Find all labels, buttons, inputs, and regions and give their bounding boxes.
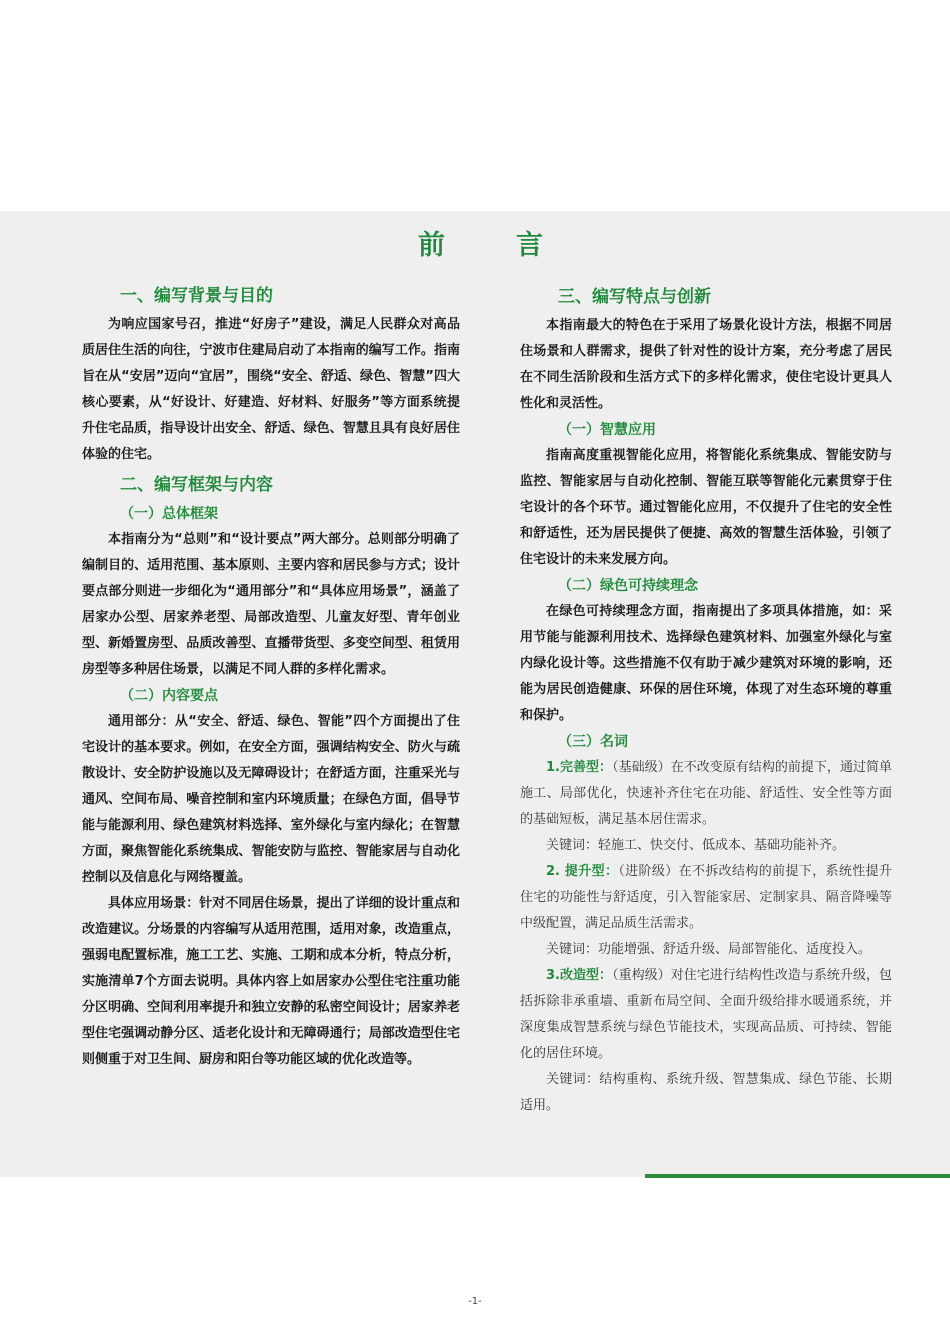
paragraph-background: 为响应国家号召，推进“好房子”建设，满足人民群众对高品质居住生活的向往，宁波市住建局启动了本指南的编写工作。指南旨在从“安居”迈向“宜居”，围绕“安全、舒适、绿色、智慧”四大核心要素，从“好设计、好建造、好材料、好服务”等方面系统提升住宅品质，指导设计出安全、舒适、绿色、智慧且具有良好居住体验的住宅。	[82, 317, 460, 462]
term-renovation-text: （重构级）对住宅进行结构性改造与系统升级，包括拆除非承重墙、重新布局空间、全面升级给排水暖通系统，并深度集成智慧系统与绿色节能技术，实现高品质、可持续、智能化的居住环境。	[520, 968, 892, 1061]
paragraph-smart-application: 指南高度重视智能化应用，将智能化系统集成、智能安防与监控、智能家居与自动化控制、智能互联等智能化元素贯穿于住宅设计的各个环节。通过智能化应用，不仅提升了住宅的安全性和舒适性，还为居民提供了便捷、高效的智慧生活体验，引领了住宅设计的未来发展方向。	[520, 448, 892, 567]
subheading-content-points: （二）内容要点	[120, 688, 218, 704]
subheading-terms: （三）名词	[558, 734, 628, 750]
page-title	[0, 223, 950, 263]
section-heading-framework: 二、编写框架与内容	[120, 475, 273, 495]
left-column	[82, 283, 460, 1073]
paragraph-green-concept: 在绿色可持续理念方面，指南提出了多项具体措施，如：采用节能与能源利用技术、选择绿色建筑材料、加强室外绿化与室内绿化设计等。这些措施不仅有助于减少建筑对环境的影响，还能为居民创造健康、环保的居住环境，体现了对生态环境的尊重和保护。	[520, 604, 892, 723]
term-upgrade-label: 2. 提升型：	[546, 864, 619, 879]
right-column	[520, 284, 892, 1119]
term-upgrade-type	[520, 859, 892, 937]
section-heading-features: 三、编写特点与创新	[558, 287, 711, 307]
term-upgrade-keywords: 关键词：功能增强、舒适升级、局部智能化、适度投入。	[546, 942, 872, 957]
section-heading-background: 一、编写背景与目的	[120, 286, 273, 306]
term-perfect-text: （基础级）在不改变原有结构的前提下，通过简单施工、局部优化，快速补齐住宅在功能、舒适性、安全性等方面的基础短板，满足基本居住需求。	[520, 760, 892, 827]
paragraph-features: 本指南最大的特色在于采用了场景化设计方法，根据不同居住场景和人群需求，提供了针对性的设计方案，充分考虑了居民在不同生活阶段和生活方式下的多样化需求，使住宅设计更具人性化和灵活性。	[520, 318, 892, 411]
term-renovation-keywords: 关键词：结构重构、系统升级、智慧集成、绿色节能、长期适用。	[520, 1072, 892, 1113]
paragraph-overall-framework: 本指南分为“总则”和“设计要点”两大部分。总则部分明确了编制目的、适用范围、基本原则、主要内容和居民参与方式；设计要点部分则进一步细化为“通用部分”和“具体应用场景”，涵盖了居家办公型、居家养老型、局部改造型、儿童友好型、青年创业型、新婚置房型、品质改善型、直播带货型、多变空间型、租赁用房型等多种居住场景，以满足不同人群的多样化需求。	[82, 532, 460, 677]
accent-divider	[645, 1174, 950, 1178]
title-char-left: 前	[418, 230, 445, 261]
term-perfect-type	[520, 755, 892, 833]
paragraph-application-scenarios: 具体应用场景：针对不同居住场景，提出了详细的设计重点和改造建议。分场景的内容编写从适用范围，适用对象，改造重点，强弱电配置标准，施工工艺、实施、工期和成本分析，特点分析，实施清单7个方面去说明。具体内容上如居家办公型住宅注重功能分区明确、空间利用率提升和独立安静的私密空间设计；居家养老型住宅强调动静分区、适老化设计和无障碍通行；局部改造型住宅则侧重于对卫生间、厨房和阳台等功能区域的优化改造等。	[82, 896, 460, 1067]
page-number: -1-	[468, 1296, 482, 1307]
term-perfect-keywords: 关键词：轻施工、快交付、低成本、基础功能补齐。	[546, 838, 846, 853]
term-perfect-label: 1.完善型：	[546, 760, 613, 775]
term-upgrade-text: （进阶级）在不拆改结构的前提下，系统性提升住宅的功能性与舒适度，引入智能家居、定制家具、隔音降噪等中级配置，满足品质生活需求。	[520, 864, 892, 931]
paragraph-general-part: 通用部分：从“安全、舒适、绿色、智能”四个方面提出了住宅设计的基本要求。例如，在安全方面，强调结构安全、防火与疏散设计、安全防护设施以及无障碍设计；在舒适方面，注重采光与通风、空间布局、噪音控制和室内环境质量；在绿色方面，倡导节能与能源利用、绿色建筑材料选择、室外绿化与室内绿化；在智慧方面，聚焦智能化系统集成、智能安防与监控、智能家居与自动化控制以及信息化与网络覆盖。	[82, 714, 460, 885]
title-char-right: 言	[516, 230, 543, 261]
term-renovation-label: 3.改造型：	[546, 968, 613, 983]
subheading-smart-application: （一）智慧应用	[558, 422, 656, 438]
subheading-green-concept: （二）绿色可持续理念	[558, 578, 698, 594]
subheading-overall-framework: （一）总体框架	[120, 506, 218, 522]
term-renovation-type	[520, 963, 892, 1067]
